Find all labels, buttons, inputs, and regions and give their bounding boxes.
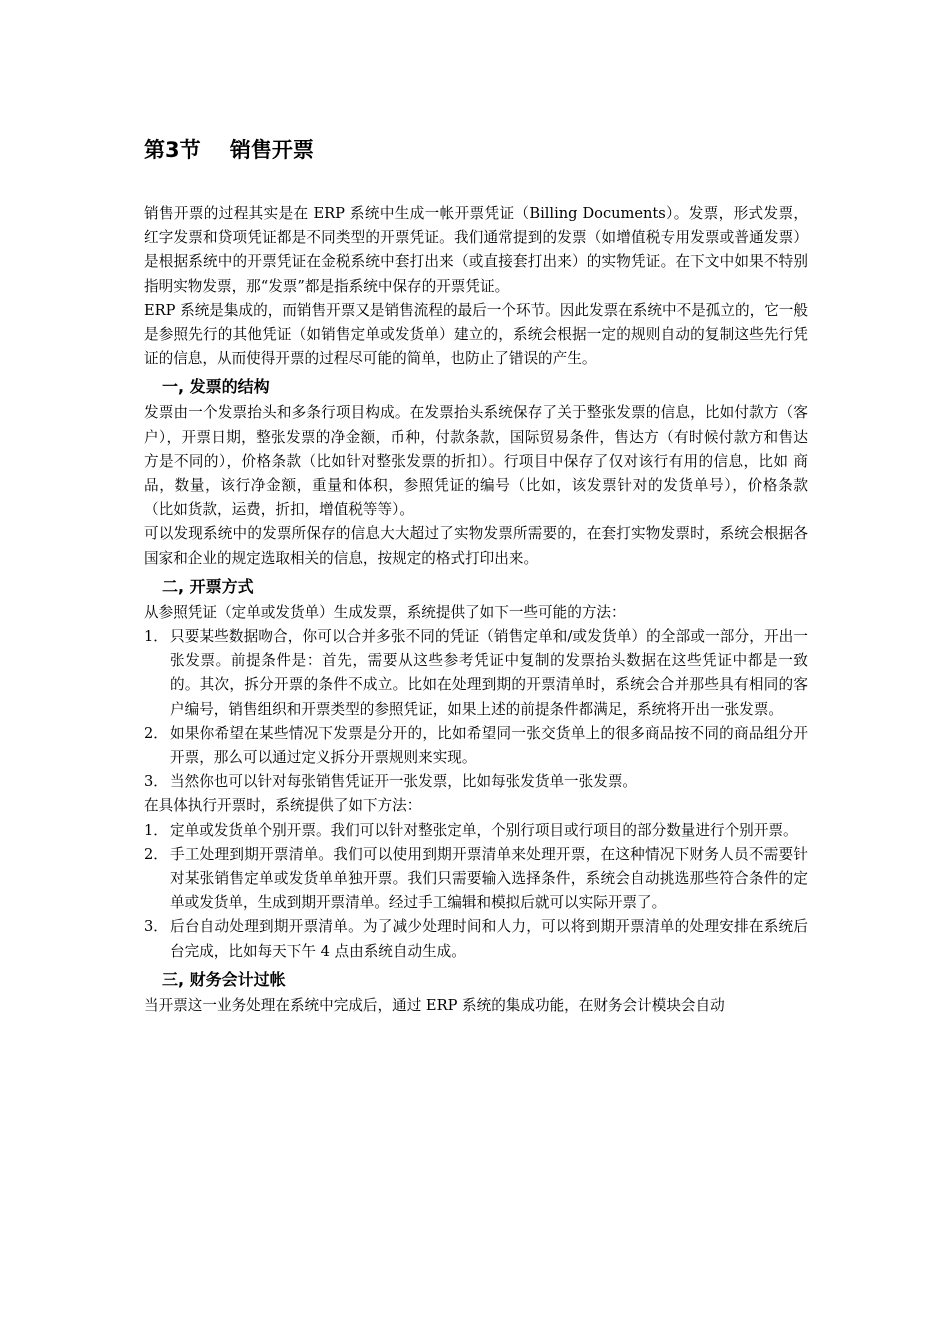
paragraph: 在具体执行开票时，系统提供了如下方法： (144, 797, 422, 815)
heading-billing-methods: 二, 开票方式 (162, 576, 254, 596)
numbered-list (144, 625, 808, 794)
list-item (144, 770, 808, 794)
intro-paragraph: 销售开票的过程其实是在 ERP 系统中生成一帐开票凭证（Billing Documents）。发票，形式发票，红字发票和贷项凭证都是不同类型的开票凭证。我们通常提到的发票（如增值税专用发票或普通发票）是根据系统中的开票凭证在金税系统中套打出来（或直接套打出来）的实物凭证。在下文中如果不特别指明实物发票，那“发票”都是指系统中保存的开票凭证。 (144, 205, 808, 295)
section-title: 第3节 销售开票 (144, 138, 314, 162)
list-item-text: 如果你希望在某些情况下发票是分开的，比如希望同一张交货单上的很多商品按不同的商品组分开开票，那么可以通过定义拆分开票规则来实现。 (170, 724, 808, 767)
paragraph: 发票由一个发票抬头和多条行项目构成。在发票抬头系统保存了关于整张发票的信息，比如付款方（客户），开票日期，整张发票的净金额，币种，付款条款，国际贸易条件，售达方（有时候付款方和售达方是不同的），价格条款（比如针对整张发票的折扣）。行项目中保存了仅对该行有用的信息，比如 商品，数量，该行净金额，重量和体积，参照凭证的编号（比如，该发票针对的发货单号），价格条款（比如货款，运费，折扣，增值税等等）。 (144, 404, 808, 519)
list-item-text: 定单或发货单个别开票。我们可以针对整张定单，个别行项目或行项目的部分数量进行个别开票。 (170, 821, 798, 839)
list-item-text: 手工处理到期开票清单。我们可以使用到期开票清单来处理开票，在这种情况下财务人员不需要针对某张销售定单或发货单单独开票。我们只需要输入选择条件，系统会自动挑选那些符合条件的定单或发货单，生成到期开票清单。经过手工编辑和模拟后就可以实际开票了。 (170, 845, 808, 912)
list-item (144, 722, 808, 770)
list-item (144, 843, 808, 916)
heading-financial-posting: 三, 财务会计过帐 (162, 969, 286, 989)
list-item (144, 625, 808, 722)
list-item-text: 后台自动处理到期开票清单。为了减少处理时间和人力，可以将到期开票清单的处理安排在系统后台完成，比如每天下午 4 点由系统自动生成。 (170, 918, 808, 960)
list-number: 1． (144, 628, 168, 646)
list-number: 2． (144, 724, 168, 742)
list-item (144, 819, 808, 843)
list-number: 3． (144, 773, 168, 791)
list-number: 1． (144, 821, 168, 839)
paragraph: 当开票这一业务处理在系统中完成后，通过 ERP 系统的集成功能，在财务会计模块会自动 (144, 996, 725, 1014)
list-item-text: 只要某些数据吻合，你可以合并多张不同的凭证（销售定单和/或发货单）的全部或一部分，开出一张发票。前提条件是：首先，需要从这些参考凭证中复制的发票抬头数据在这些凭证中都是一致的。其次，拆分开票的条件不成立。比如在处理到期的开票清单时，系统会合并那些具有相同的客户编号，销售组织和开票类型的参照凭证，如果上述的前提条件都满足，系统将开出一张发票。 (170, 628, 808, 718)
list-number: 3． (144, 918, 168, 936)
list-item-text: 当然你也可以针对每张销售凭证开一张发票，比如每张发货单一张发票。 (170, 773, 638, 791)
paragraph: 可以发现系统中的发票所保存的信息大大超过了实物发票所需要的，在套打实物发票时，系统会根据各国家和企业的规定选取相关的信息，按规定的格式打印出来。 (144, 525, 808, 567)
list-number: 2． (144, 845, 168, 863)
list-item (144, 915, 808, 963)
heading-invoice-structure: 一, 发票的结构 (162, 377, 270, 397)
numbered-list (144, 819, 808, 964)
intro-paragraph: ERP 系统是集成的，而销售开票又是销售流程的最后一个环节。因此发票在系统中不是孤立的，它一般是参照先行的其他凭证（如销售定单或发货单）建立的，系统会根据一定的规则自动的复制这些先行凭证的信息，从而使得开票的过程尽可能的简单，也防止了错误的产生。 (144, 301, 808, 368)
document-page (144, 134, 808, 1018)
paragraph: 从参照凭证（定单或发货单）生成发票，系统提供了如下一些可能的方法： (144, 603, 626, 621)
